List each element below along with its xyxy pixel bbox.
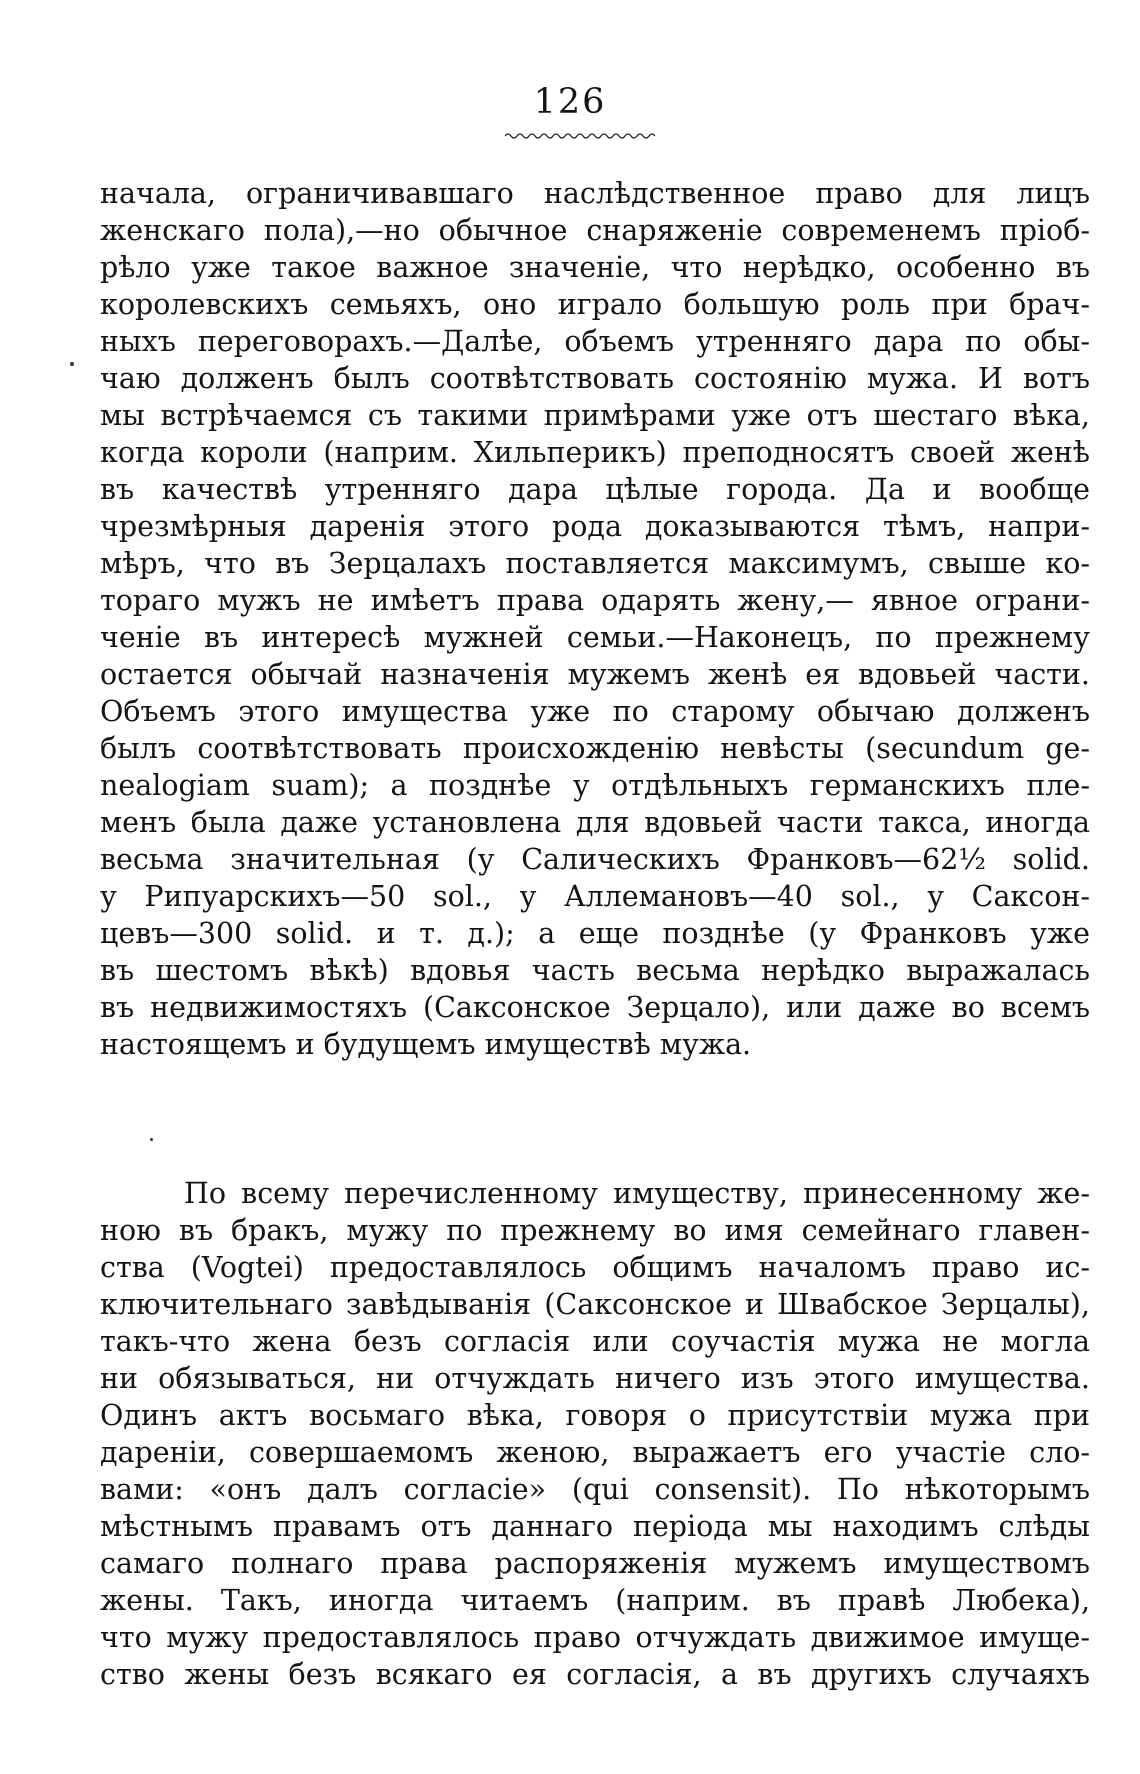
text-line: жены. Такъ, иногда читаемъ (наприм. въ правѣ Любека), [100, 1584, 1090, 1617]
text-line: женскаго пола),—но обычное снаряженіе современемъ пріоб- [100, 214, 1090, 247]
text-line: мы встрѣчаемся съ такими примѣрами уже отъ шестаго вѣка, [100, 399, 1090, 432]
text-line: у Рипуарскихъ—50 sol., у Аллемановъ—40 sol., у Саксон- [100, 880, 1090, 913]
text-line: когда короли (наприм. Хильперикъ) преподносятъ своей женѣ [100, 436, 1090, 469]
text-line: вами: «онъ далъ согласіе» (qui consensit). По нѣкоторымъ [100, 1473, 1090, 1506]
text-line: мѣстнымъ правамъ отъ даннаго періода мы находимъ слѣды [100, 1510, 1090, 1543]
decorative-wavy-rule [505, 132, 655, 140]
text-line: ключительнаго завѣдыванія (Саксонское и Швабское Зерцалы), [100, 1288, 1090, 1321]
text-line: цевъ—300 solid. и т. д.); а еще позднѣе (у Франковъ уже [100, 917, 1090, 950]
margin-speck [150, 1138, 153, 1141]
text-line: въ качествѣ утренняго дара цѣлые города. Да и вообще [100, 473, 1090, 506]
text-line: ныхъ переговорахъ.—Далѣе, объемъ утренняго дара по обы- [100, 325, 1090, 358]
text-line: въ шестомъ вѣкѣ) вдовья часть весьма нерѣдко выражалась [100, 954, 1090, 987]
text-line: королевскихъ семьяхъ, оно играло большую роль при брач- [100, 288, 1090, 321]
text-line: ною въ бракъ, мужу по прежнему во имя семейнаго главен- [100, 1214, 1090, 1247]
text-line: ство жены безъ всякаго ея согласія, а въ другихъ случаяхъ [100, 1658, 1090, 1691]
text-line: остается обычай назначенія мужемъ женѣ ея вдовьей части. [100, 658, 1090, 691]
text-line: начала, ограничивавшаго наслѣдственное право для лицъ [100, 177, 1090, 210]
page-number: 126 [533, 82, 607, 122]
text-line: Одинъ актъ восьмаго вѣка, говоря о присутствіи мужа при [100, 1399, 1090, 1432]
text-line: Объемъ этого имущества уже по старому обычаю долженъ [100, 695, 1090, 728]
text-line: менъ была даже установлена для вдовьей части такса, иногда [100, 806, 1090, 839]
text-line: весьма значительная (у Салическихъ Франковъ—62½ solid. [100, 843, 1090, 876]
text-line: nealogiam suam); а позднѣе у отдѣльныхъ германскихъ пле- [100, 769, 1090, 802]
text-line: ни обязываться, ни отчуждать ничего изъ этого имущества. [100, 1362, 1090, 1395]
text-line: рѣло уже такое важное значеніе, что нерѣдко, особенно въ [100, 251, 1090, 284]
text-line: дареніи, совершаемомъ женою, выражаетъ его участіе сло- [100, 1436, 1090, 1469]
text-line: такъ-что жена безъ согласія или соучастія мужа не могла [100, 1325, 1090, 1358]
text-line: самаго полнаго права распоряженія мужемъ имуществомъ [100, 1547, 1090, 1580]
text-line: чаю долженъ былъ соотвѣтствовать состоянію мужа. И вотъ [100, 362, 1090, 395]
text-line: По всему перечисленному имуществу, принесенному же- [184, 1177, 1090, 1210]
margin-speck [70, 362, 74, 366]
text-line: чрезмѣрныя даренія этого рода доказываются тѣмъ, напри- [100, 510, 1090, 543]
paragraph-2 [100, 1175, 1090, 1693]
paragraph-1 [100, 175, 1090, 1063]
text-line: въ недвижимостяхъ (Саксонское Зерцало), или даже во всемъ [100, 991, 1090, 1024]
text-line: былъ соотвѣтствовать происхожденію невѣсты (secundum ge- [100, 732, 1090, 765]
text-line: что мужу предоставлялось право отчуждать движимое имуще- [100, 1621, 1090, 1654]
text-line: ченіе въ интересѣ мужней семьи.—Наконецъ, по прежнему [100, 621, 1090, 654]
text-line: настоящемъ и будущемъ имуществѣ мужа. [100, 1028, 752, 1061]
text-line: ства (Vogtei) предоставлялось общимъ началомъ право ис- [100, 1251, 1090, 1284]
text-line: мѣръ, что въ Зерцалахъ поставляется максимумъ, свыше ко- [100, 547, 1090, 580]
text-line: тораго мужъ не имѣетъ права одарять жену,— явное ограни- [100, 584, 1090, 617]
